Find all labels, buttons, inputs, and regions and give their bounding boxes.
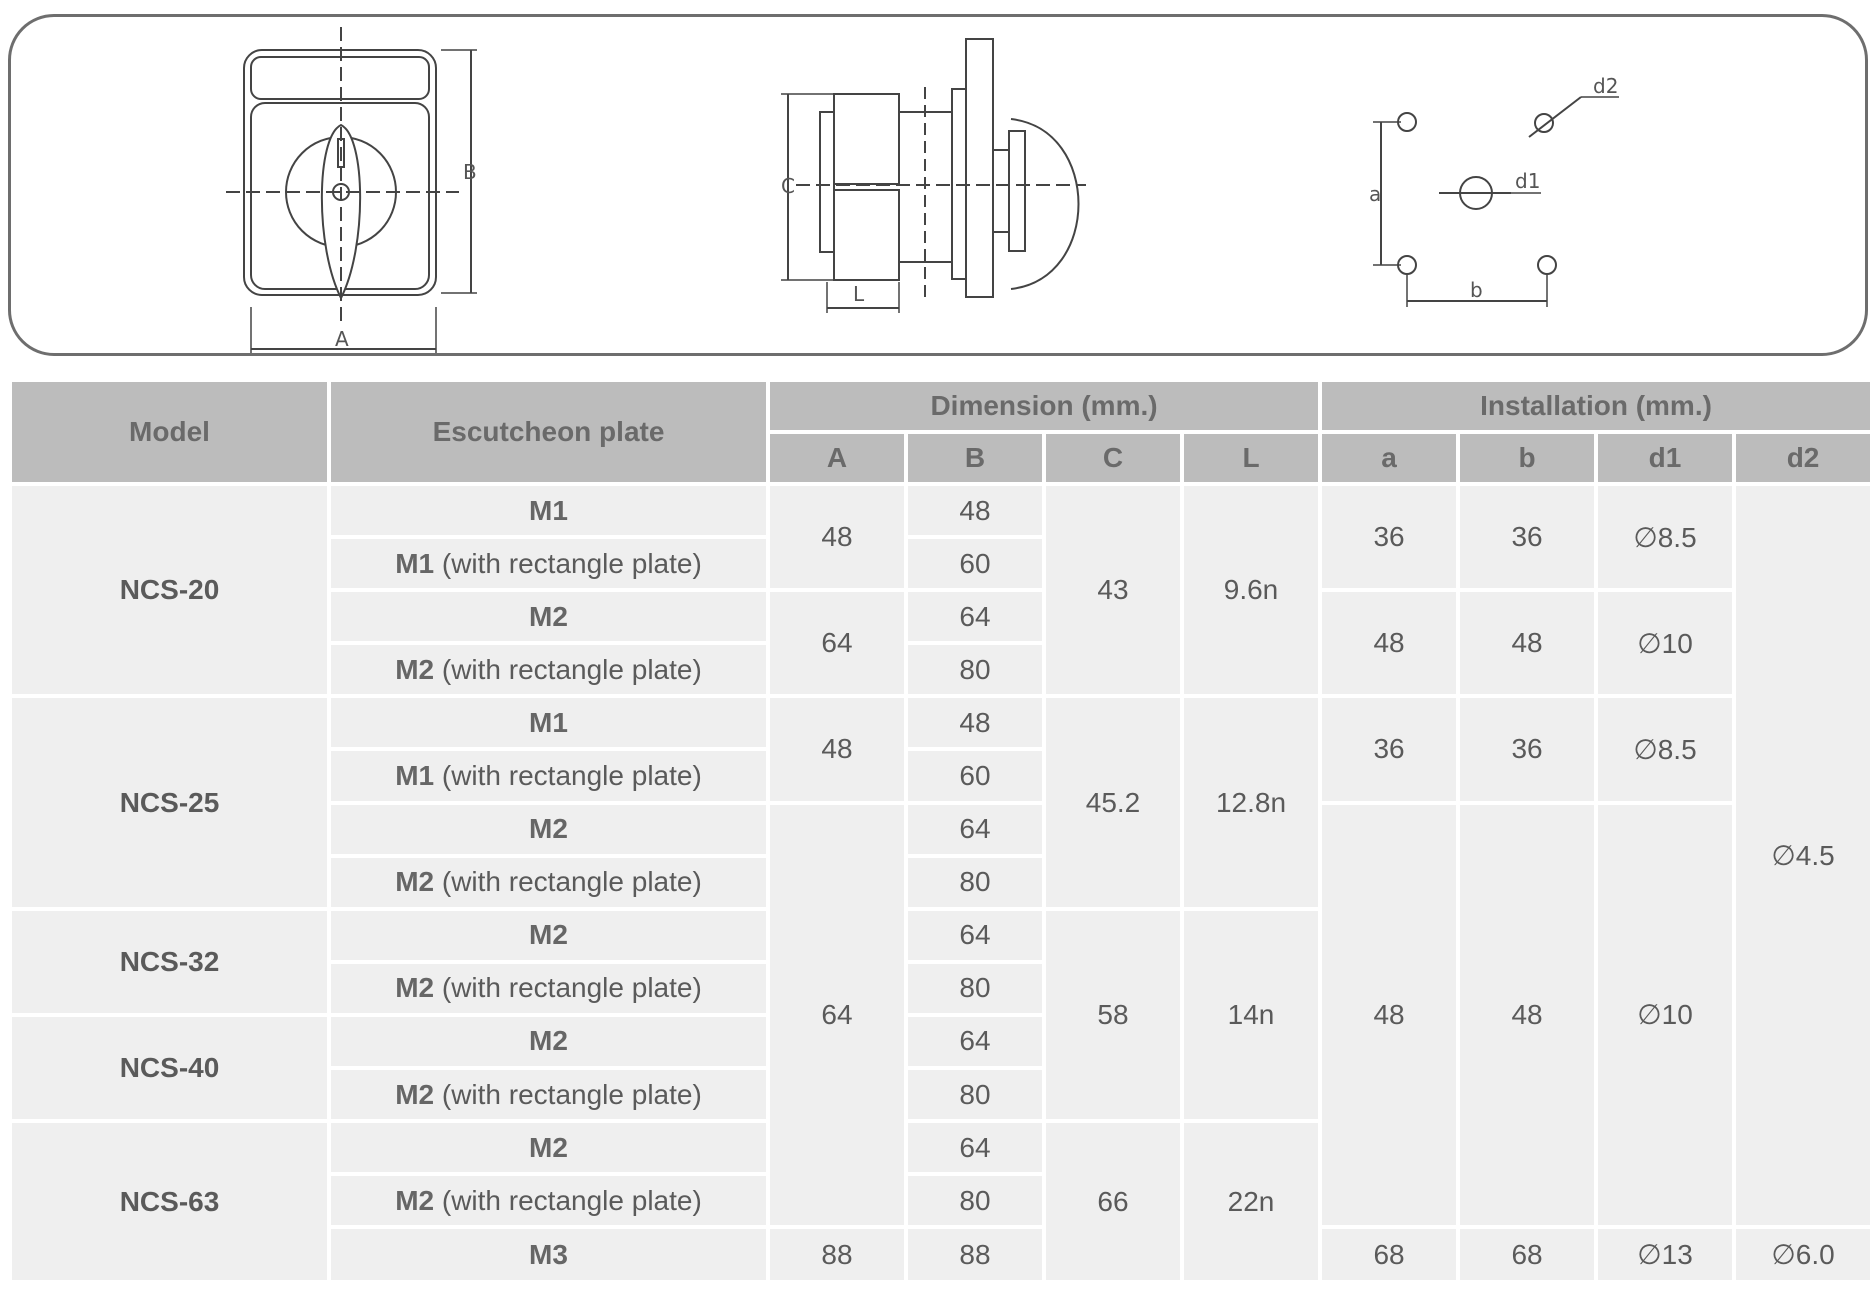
table-row xyxy=(12,698,1870,747)
plate-code: M2 xyxy=(395,1184,435,1216)
header-model: Model xyxy=(12,382,327,482)
inst-d2-cell: ∅4.5 xyxy=(1736,486,1870,1225)
dim-a-cell: 48 xyxy=(770,698,904,800)
plate-code: M2 xyxy=(529,1025,568,1057)
plate-cell xyxy=(331,1229,766,1280)
header-dimension: Dimension (mm.) xyxy=(770,382,1318,430)
plate-cell xyxy=(331,592,766,641)
plate-code: M2 xyxy=(395,653,435,685)
plate-code: M3 xyxy=(529,1238,568,1270)
plate-note: (with rectangle plate) xyxy=(441,1078,702,1110)
inst-a-cell: 36 xyxy=(1322,698,1456,800)
dim-b-cell: 64 xyxy=(908,592,1042,641)
side-escutcheon xyxy=(966,39,993,297)
cutout-dim-label-a: a xyxy=(1369,182,1382,206)
inst-d1-cell: ∅8.5 xyxy=(1598,486,1732,588)
front-dim-label-a: A xyxy=(335,327,349,351)
dim-c-cell: 66 xyxy=(1046,1123,1180,1280)
front-view-drawing xyxy=(226,27,477,353)
dim-b-cell: 80 xyxy=(908,858,1042,907)
dim-b-cell: 48 xyxy=(908,486,1042,535)
dim-b-cell: 60 xyxy=(908,539,1042,588)
plate-cell xyxy=(331,964,766,1013)
inst-d1-cell: ∅10 xyxy=(1598,592,1732,694)
cutout-hole-bottom-right xyxy=(1538,256,1556,274)
inst-a-cell: 36 xyxy=(1322,486,1456,588)
header-col-a-inst: a xyxy=(1322,434,1456,482)
plate-code: M1 xyxy=(395,760,435,792)
header-col-b-dim: B xyxy=(908,434,1042,482)
plate-cell xyxy=(331,751,766,800)
cutout-dim-label-b: b xyxy=(1470,278,1483,302)
plate-code: M2 xyxy=(529,600,568,632)
dim-b-cell: 80 xyxy=(908,1070,1042,1119)
plate-cell xyxy=(331,539,766,588)
dim-a-cell: 48 xyxy=(770,486,904,588)
plate-note: (with rectangle plate) xyxy=(441,866,702,898)
table-row xyxy=(12,486,1870,535)
panel-cutout-drawing xyxy=(1373,97,1619,307)
dim-c-cell: 58 xyxy=(1046,911,1180,1119)
dim-b-cell: 88 xyxy=(908,1229,1042,1280)
dim-l-cell: 22n xyxy=(1184,1123,1318,1280)
inst-d1-cell: ∅13 xyxy=(1598,1229,1732,1280)
dim-b-cell: 80 xyxy=(908,964,1042,1013)
side-body-back xyxy=(820,112,834,252)
inst-b-cell: 36 xyxy=(1460,698,1594,800)
header-row-1 xyxy=(12,382,1870,430)
model-cell: NCS-25 xyxy=(12,698,327,906)
side-view-drawing xyxy=(781,39,1086,313)
model-cell: NCS-20 xyxy=(12,486,327,694)
side-dim-label-c: C xyxy=(781,174,795,198)
plate-code: M2 xyxy=(395,972,435,1004)
dim-b-cell: 64 xyxy=(908,805,1042,854)
inst-b-cell: 36 xyxy=(1460,486,1594,588)
plate-note: (with rectangle plate) xyxy=(441,760,702,792)
header-col-d1-inst: d1 xyxy=(1598,434,1732,482)
inst-b-cell: 48 xyxy=(1460,592,1594,694)
plate-note: (with rectangle plate) xyxy=(441,1184,702,1216)
cutout-label-d1: d1 xyxy=(1515,169,1541,193)
header-escutcheon-plate: Escutcheon plate xyxy=(331,382,766,482)
dim-l-cell: 14n xyxy=(1184,911,1318,1119)
header-col-l-dim: L xyxy=(1184,434,1318,482)
dim-b-cell: 80 xyxy=(908,645,1042,694)
inst-a-cell: 68 xyxy=(1322,1229,1456,1280)
model-cell: NCS-32 xyxy=(12,911,327,1013)
plate-cell xyxy=(331,698,766,747)
front-dim-label-b: B xyxy=(463,160,477,184)
side-body-upper xyxy=(834,94,899,184)
plate-cell xyxy=(331,911,766,960)
side-knob-dome xyxy=(1011,119,1079,289)
plate-cell xyxy=(331,1123,766,1172)
plate-cell xyxy=(331,1070,766,1119)
model-cell: NCS-63 xyxy=(12,1123,327,1280)
inst-b-cell: 48 xyxy=(1460,805,1594,1226)
side-body-lower xyxy=(834,190,899,280)
drawings-panel xyxy=(8,14,1868,356)
plate-cell xyxy=(331,486,766,535)
header-col-c-dim: C xyxy=(1046,434,1180,482)
plate-code: M1 xyxy=(529,706,568,738)
inst-a-cell: 48 xyxy=(1322,805,1456,1226)
dim-a-cell: 64 xyxy=(770,805,904,1226)
plate-code: M2 xyxy=(529,813,568,845)
spec-table xyxy=(8,378,1874,1284)
dim-b-cell: 80 xyxy=(908,1176,1042,1225)
dim-a-cell: 88 xyxy=(770,1229,904,1280)
plate-cell xyxy=(331,645,766,694)
plate-code: M2 xyxy=(529,919,568,951)
side-knob-base xyxy=(993,150,1009,232)
cutout-label-d2: d2 xyxy=(1593,74,1619,98)
dim-b-cell: 64 xyxy=(908,1123,1042,1172)
plate-cell xyxy=(331,1176,766,1225)
inst-b-cell: 68 xyxy=(1460,1229,1594,1280)
plate-code: M2 xyxy=(395,866,435,898)
header-col-b-inst: b xyxy=(1460,434,1594,482)
dim-l-cell: 12.8n xyxy=(1184,698,1318,906)
side-dim-label-l: L xyxy=(853,282,865,306)
plate-code: M2 xyxy=(395,1078,435,1110)
plate-note: (with rectangle plate) xyxy=(441,547,702,579)
inst-d2-cell: ∅6.0 xyxy=(1736,1229,1870,1280)
plate-cell xyxy=(331,1017,766,1066)
plate-note: (with rectangle plate) xyxy=(441,972,702,1004)
plate-note: (with rectangle plate) xyxy=(441,653,702,685)
dim-l-cell: 9.6n xyxy=(1184,486,1318,694)
dim-c-cell: 45.2 xyxy=(1046,698,1180,906)
dim-a-cell: 64 xyxy=(770,592,904,694)
inst-a-cell: 48 xyxy=(1322,592,1456,694)
plate-cell xyxy=(331,805,766,854)
side-knob-collar xyxy=(1009,131,1025,251)
model-cell: NCS-40 xyxy=(12,1017,327,1119)
plate-code: M1 xyxy=(529,494,568,526)
plate-cell xyxy=(331,858,766,907)
dim-b-cell: 64 xyxy=(908,1017,1042,1066)
header-col-d2-inst: d2 xyxy=(1736,434,1870,482)
dim-b-cell: 64 xyxy=(908,911,1042,960)
inst-d1-cell: ∅8.5 xyxy=(1598,698,1732,800)
dim-b-cell: 60 xyxy=(908,751,1042,800)
plate-code: M2 xyxy=(529,1131,568,1163)
dim-b-cell: 48 xyxy=(908,698,1042,747)
plate-code: M1 xyxy=(395,547,435,579)
technical-drawings xyxy=(11,17,1871,359)
dim-c-cell: 43 xyxy=(1046,486,1180,694)
header-col-a-dim: A xyxy=(770,434,904,482)
header-installation: Installation (mm.) xyxy=(1322,382,1870,430)
inst-d1-cell: ∅10 xyxy=(1598,805,1732,1226)
